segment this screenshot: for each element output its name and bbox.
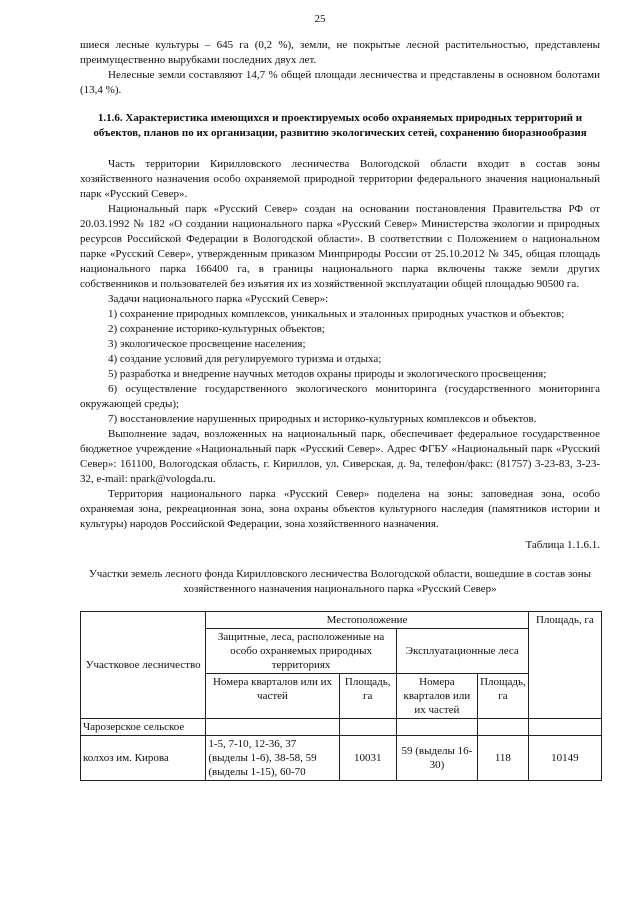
paragraph: Часть территории Кирилловского лесничества Вологодской области входит в состав зоны хозяйственного назначения особо охраняемой природной территории федерального значения национальный парк «Русский Север». — [80, 158, 600, 200]
document-body — [80, 38, 600, 781]
list-item: 6) осуществление государственного экологического мониторинга (государственного мониторинга окружающей среды); — [80, 383, 600, 410]
paragraph: шиеся лесные культуры – 645 га (0,2 %), земли, не покрытые лесной растительностью, представлены преимущественно вырубками последних двух лет. — [80, 39, 600, 66]
table-number: Таблица 1.1.6.1. — [525, 539, 600, 551]
header-exploitation-forests: Эксплуатационные леса — [396, 629, 528, 674]
table-row — [81, 736, 602, 781]
header-protective-forests: Защитные, леса, расположенные на особо охраняемых природных территориях — [206, 629, 396, 674]
list-item: 3) экологическое просвещение населения; — [108, 338, 306, 350]
list-item: 2) сохранение историко-культурных объектов; — [108, 323, 325, 335]
page-number: 25 — [314, 13, 326, 25]
list-item: 7) восстановление нарушенных природных и историко-культурных комплексов и объектов. — [108, 413, 537, 425]
header-forestry: Участковое лесничество — [81, 612, 206, 719]
table-section-row — [81, 719, 602, 736]
cell-area-protective: 10031 — [339, 736, 396, 781]
header-area: Площадь, га — [528, 612, 601, 719]
list-item: 4) создание условий для регулируемого туризма и отдыха; — [108, 353, 382, 365]
paragraph: Территория национального парка «Русский Север» поделена на зоны: заповедная зона, особо охраняемая зона, рекреационная зона, зона охраны объектов культурного наследия (памятников истории и культуры) народов Российской Федерации, зона хозяйственного назначения. — [80, 488, 600, 530]
header-quarters-exploitation: Номера кварталов или их частей — [396, 674, 477, 719]
paragraph: Выполнение задач, возложенных на национальный парк, обеспечивает федеральное государственное бюджетное учреждение «Национальный парк «Русский Север». Адрес ФГБУ «Национальный парк «Русский Север»: 161100, Вологодская область, г. Кириллов, ул. Сиверская, д. 9а, телефон/факс: (81757) 3-23-83, 3-23-32, e-mail: npark@vologda.ru. — [80, 428, 600, 485]
header-quarters-protective: Номера кварталов или их частей — [206, 674, 339, 719]
cell-forestry-name: колхоз им. Кирова — [81, 736, 206, 781]
cell-quarters-exploitation: 59 (выделы 16-30) — [396, 736, 477, 781]
cell-total-area: 10149 — [528, 736, 601, 781]
cell-area-exploitation: 118 — [478, 736, 529, 781]
paragraph: Национальный парк «Русский Север» создан на основании постановления Правительства РФ от 20.03.1992 № 182 «О создании национального парка «Русский Север» Министерства экологии и природных ресурсов Российской Федерации в Вологодской области». В соответствии с Положением о национальном парке «Русский Север», утвержденным приказом Минприроды России от 25.10.2012 № 345, общая площадь национального парка 166400 га, в границы национального парка включены также земли других собственников и пользователей без изъятия их из хозяйственной эксплуатации общей площадью 90500 га. — [80, 203, 600, 290]
section-cell: Чарозерское сельское — [81, 719, 206, 736]
section-heading: 1.1.6. Характеристика имеющихся и проектируемых особо охраняемых природных территорий и объектов, планов по их организации, развитию экологических сетей, сохранению биоразнообразия — [93, 112, 587, 139]
paragraph: Нелесные земли составляют 14,7 % общей площади лесничества и представлены в основном болотами (13,4 %). — [80, 69, 600, 96]
table-caption: Участки земель лесного фонда Кирилловского лесничества Вологодской области, вошедшие в состав зоны хозяйственного назначения национального парка «Русский Север» — [88, 568, 592, 595]
header-area-exploitation: Площадь, га — [478, 674, 529, 719]
header-location: Местоположение — [206, 612, 528, 629]
forest-plots-table — [80, 611, 602, 781]
paragraph: Задачи национального парка «Русский Север»: — [108, 293, 329, 305]
header-area-protective: Площадь, га — [339, 674, 396, 719]
cell-quarters-protective: 1-5, 7-10, 12-36, 37 (выделы 1-6), 38-58, 59 (выделы 1-15), 60-70 — [206, 736, 339, 781]
list-item: 5) разработка и внедрение научных методов охраны природы и экологического просвещения; — [108, 368, 547, 380]
list-item: 1) сохранение природных комплексов, уникальных и эталонных природных участков и объектов; — [108, 308, 565, 320]
